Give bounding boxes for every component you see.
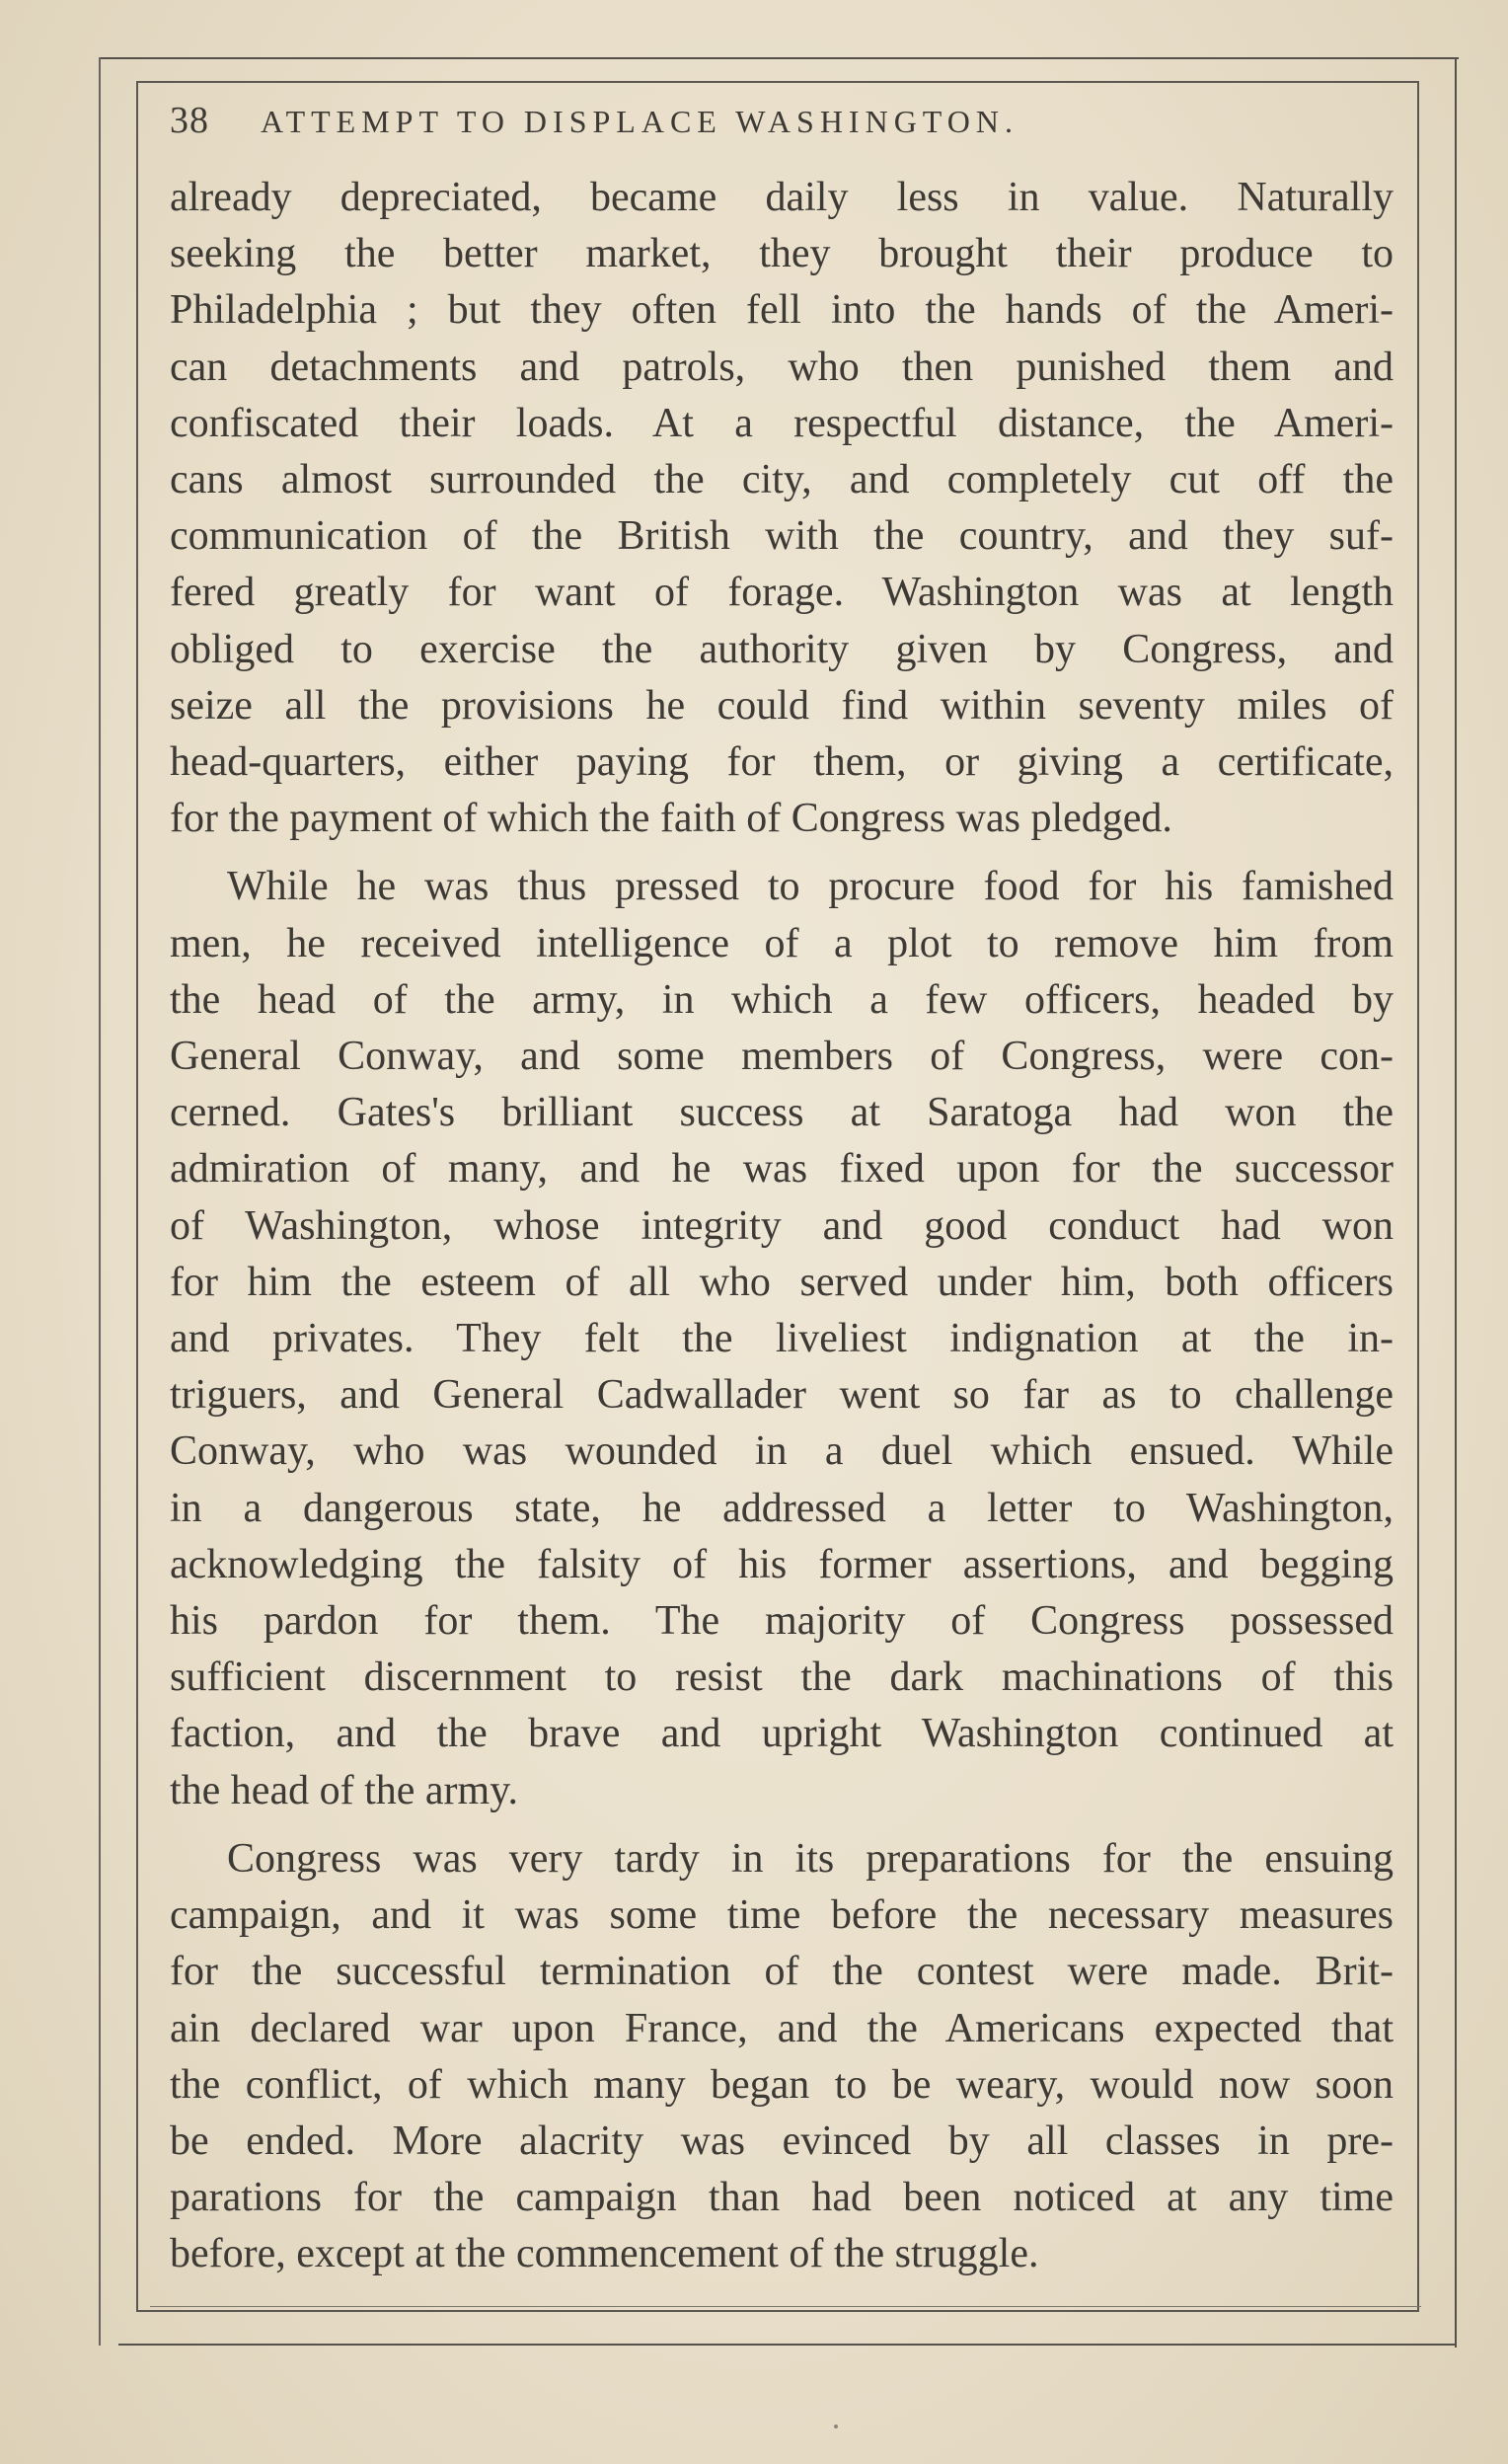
text-line: of Washington, whose integrity and good conduct had won [170, 1202, 1394, 1249]
text-line: fered greatly for want of forage. Washington was at length [170, 570, 1394, 616]
text-line: sufficient discernment to resist the dark machinations of this [170, 1655, 1394, 1701]
text-line: acknowledging the falsity of his former assertions, and begging [170, 1541, 1394, 1587]
text-line: for him the esteem of all who served under him, both officers [170, 1259, 1394, 1305]
text-line: communication of the British with the country, and they suf- [170, 513, 1394, 560]
text-line: the head of the army. [170, 1767, 518, 1813]
inner-frame-bottom-rule [150, 2306, 1421, 2307]
text-line: can detachments and patrols, who then punished them and [170, 344, 1394, 390]
outer-frame-bottom-rule [118, 2344, 1457, 2346]
text-line: While he was thus pressed to procure food for his famished [227, 864, 1394, 910]
outer-frame-top-rule [99, 57, 1459, 59]
text-line: admiration of many, and he was fixed upon for the successor [170, 1146, 1394, 1193]
paragraph-1 [170, 170, 1394, 847]
text-line: seeking the better market, they brought their produce to [170, 231, 1394, 277]
page-number: 38 [170, 100, 209, 141]
text-line: and privates. They felt the liveliest indignation at the in- [170, 1316, 1394, 1362]
text-line: his pardon for them. The majority of Congress possessed [170, 1598, 1394, 1645]
text-line: obliged to exercise the authority given by Congress, and [170, 626, 1394, 672]
text-line: cerned. Gates's brilliant success at Saratoga had won the [170, 1090, 1394, 1136]
text-line: confiscated their loads. At a respectful distance, the Ameri- [170, 400, 1394, 446]
text-line: seize all the provisions he could find within seventy miles of [170, 682, 1394, 729]
text-line: men, he received intelligence of a plot to remove him from [170, 920, 1394, 966]
text-line: already depreciated, became daily less in value. Naturally [170, 175, 1394, 220]
running-head [170, 99, 1394, 162]
outer-frame-right-rule [1455, 57, 1457, 2348]
text-line: the conflict, of which many began to be weary, would now soon [170, 2061, 1394, 2108]
paper-speck [834, 2425, 838, 2428]
page-text-block [170, 99, 1394, 2283]
text-line: triguers, and General Cadwallader went so far as to challenge [170, 1372, 1394, 1419]
text-line: Philadelphia ; but they often fell into the hands of the Ameri- [170, 287, 1394, 334]
text-line: cans almost surrounded the city, and completely cut off the [170, 457, 1394, 503]
text-line: in a dangerous state, he addressed a letter to Washington, [170, 1485, 1394, 1531]
text-line: Congress was very tardy in its preparations for the ensuing [227, 1835, 1394, 1882]
running-head-title: ATTEMPT TO DISPLACE WASHINGTON. [261, 104, 1018, 139]
text-line: Conway, who was wounded in a duel which ensued. While [170, 1428, 1394, 1475]
body-text [170, 170, 1394, 2283]
text-line: parations for the campaign than had been noticed at any time [170, 2175, 1394, 2221]
text-line: faction, and the brave and upright Washington continued at [170, 1711, 1394, 1757]
text-line: head-quarters, either paying for them, or giving a certificate, [170, 739, 1394, 786]
text-line: General Conway, and some members of Congress, were con- [170, 1034, 1394, 1080]
text-line: the head of the army, in which a few officers, headed by [170, 976, 1394, 1023]
text-line: ain declared war upon France, and the Americans expected that [170, 2005, 1394, 2051]
text-line: for the successful termination of the contest were made. Brit- [170, 1949, 1394, 1995]
paragraph-3 [170, 1831, 1394, 2283]
text-line: for the payment of which the faith of Congress was pledged. [170, 796, 1172, 842]
text-line: campaign, and it was some time before the necessary measures [170, 1892, 1394, 1939]
text-line: before, except at the commencement of the struggle. [170, 2231, 1039, 2277]
outer-frame-left-rule [99, 57, 101, 2346]
text-line: be ended. More alacrity was evinced by all classes in pre- [170, 2118, 1394, 2164]
paragraph-2 [170, 859, 1394, 1818]
